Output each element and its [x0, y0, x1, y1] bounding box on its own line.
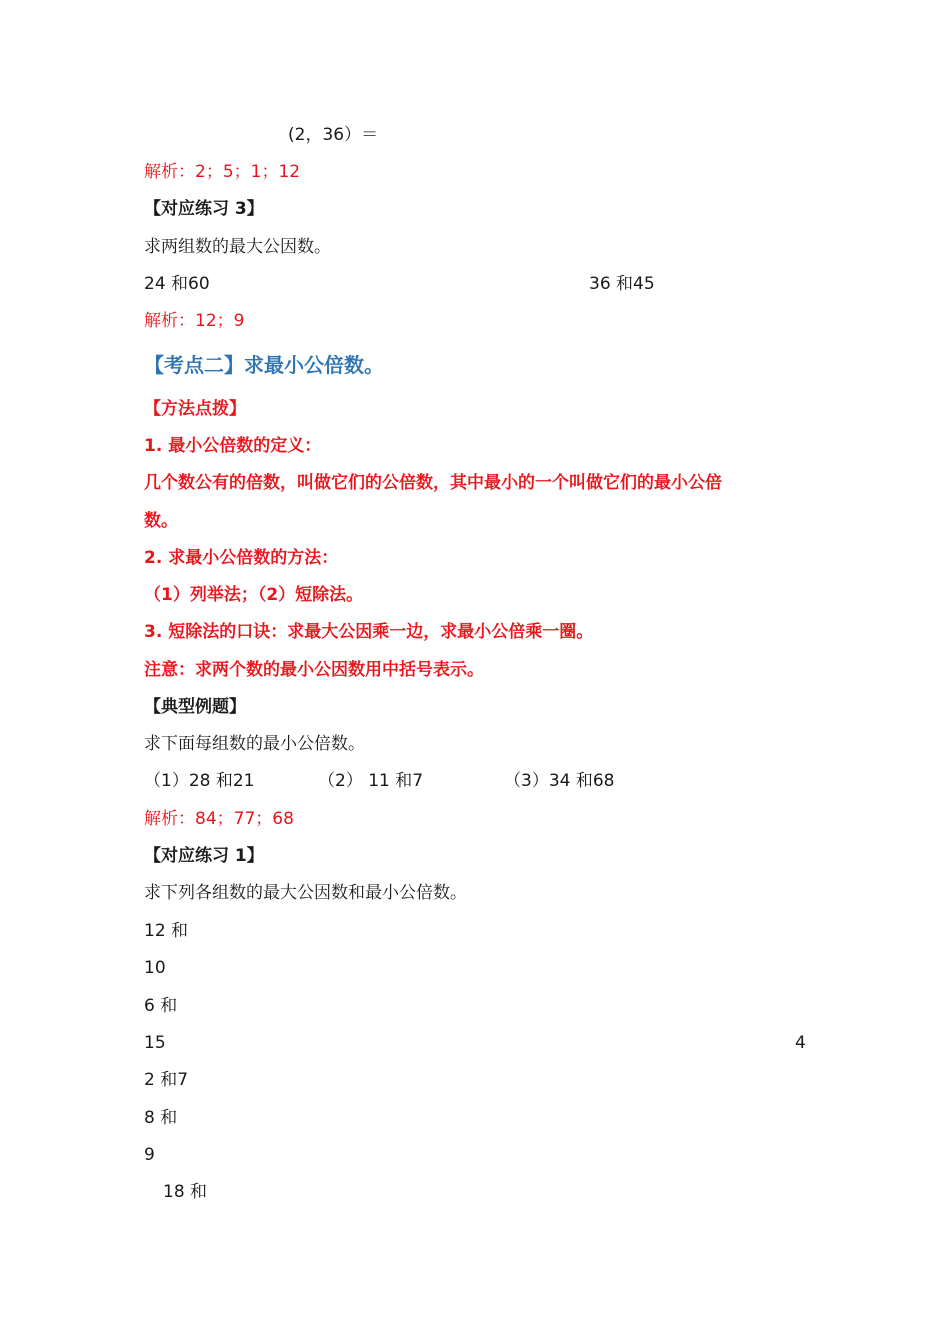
- example-answer: 解析：84；77；68: [144, 809, 294, 829]
- practice1-line: 18 和: [163, 1182, 208, 1202]
- method-note: 注意：求两个数的最小公因数用中括号表示。: [144, 660, 484, 680]
- practice3-answer: 解析：12；9: [144, 311, 245, 331]
- section2-title: 【考点二】求最小公倍数。: [144, 353, 384, 377]
- practice1-prompt: 求下列各组数的最大公因数和最小公倍数。: [144, 883, 467, 903]
- practice1-line: 12 和: [144, 921, 189, 941]
- example-item-3: （3）34 和68: [504, 771, 615, 791]
- practice1-heading: 【对应练习 1】: [144, 846, 264, 866]
- top-expression: (2，36）＝: [288, 125, 379, 145]
- example-heading: 【典型例题】: [144, 697, 246, 717]
- example-item-2: （2） 11 和7: [318, 771, 424, 791]
- method-point-3: 3. 短除法的口诀：求最大公因乘一边，求最小公倍乘一圈。: [144, 622, 594, 642]
- practice3-item-b: 36 和45: [589, 274, 655, 294]
- practice1-line: 9: [144, 1145, 155, 1165]
- practice3-heading: 【对应练习 3】: [144, 199, 264, 219]
- practice1-line: 8 和: [144, 1108, 178, 1128]
- practice1-line: 15: [144, 1033, 166, 1053]
- method-point-1: 1. 最小公倍数的定义：: [144, 436, 322, 456]
- method-point-2-text: （1）列举法；（2）短除法。: [144, 585, 364, 605]
- practice1-side-number: 4: [795, 1033, 806, 1053]
- practice1-line: 10: [144, 958, 166, 978]
- practice3-item-a: 24 和60: [144, 274, 210, 294]
- practice1-line: 6 和: [144, 996, 178, 1016]
- method-point-1-text-b: 数。: [144, 511, 178, 531]
- example-item-1: （1）28 和21: [144, 771, 255, 791]
- answer-line-1: 解析：2；5；1；12: [144, 162, 301, 182]
- practice3-prompt: 求两组数的最大公因数。: [144, 237, 331, 257]
- method-point-1-text-a: 几个数公有的倍数，叫做它们的公倍数，其中最小的一个叫做它们的最小公倍: [144, 473, 722, 493]
- example-prompt: 求下面每组数的最小公倍数。: [144, 734, 365, 754]
- method-heading: 【方法点拨】: [144, 399, 246, 419]
- practice1-line: 2 和7: [144, 1070, 189, 1090]
- method-point-2: 2. 求最小公倍数的方法：: [144, 548, 339, 568]
